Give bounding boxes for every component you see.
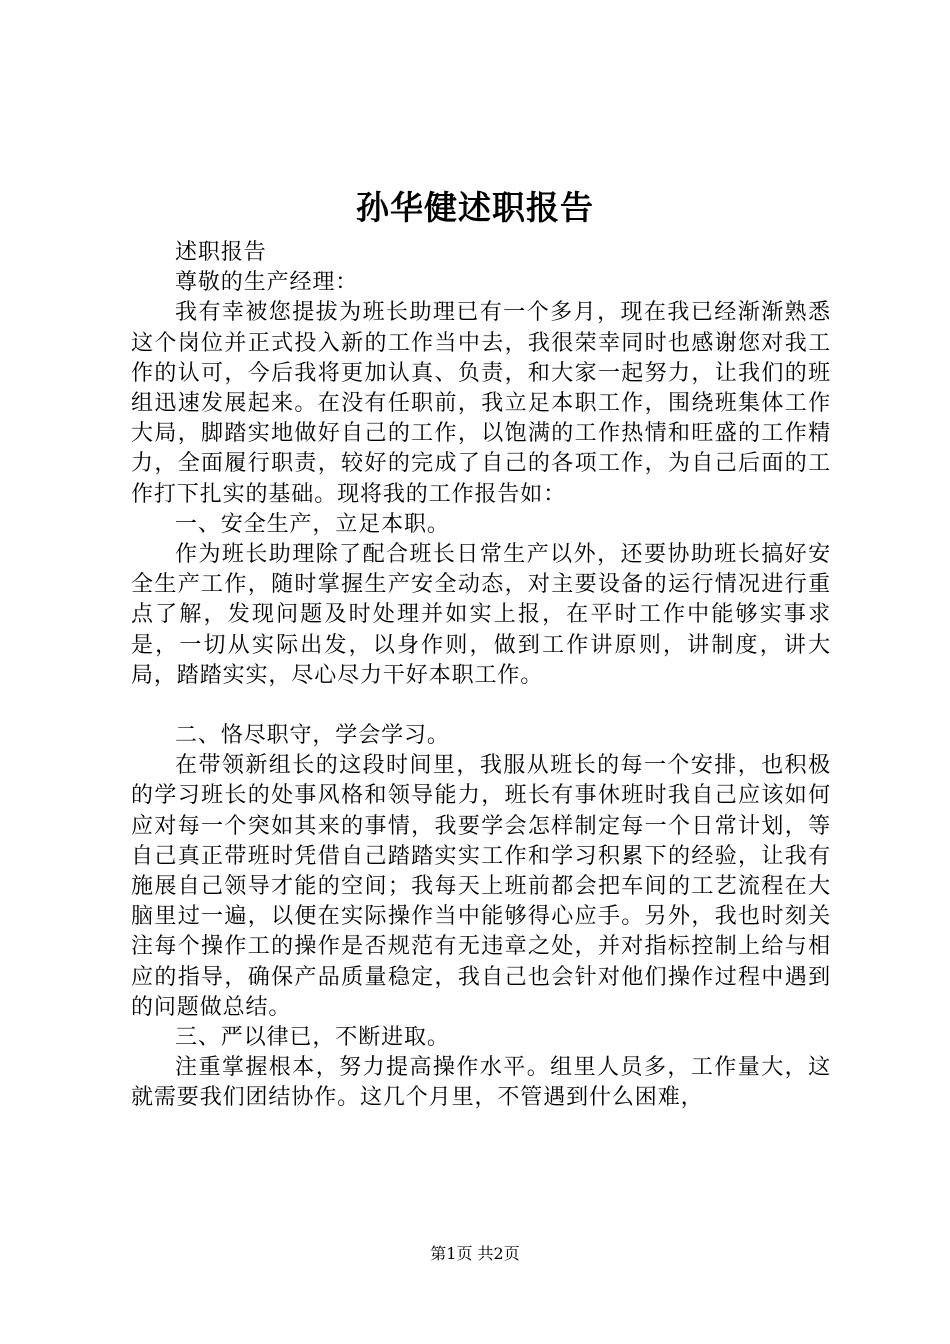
- paragraph-duty: 在带领新组长的这段时间里，我服从班长的每一个安排，也积极的学习班长的处事风格和领导能力，班长有事休班时我自己应该如何应对每一个突如其来的事情，我要学会怎样制定每一个日常计划，等自己真正带班时凭借自己踏踏实实工作和学习积累下的经验，让我有施展自己领导才能的空间；我每天上班前都会把车间的工艺流程在大脑里过一遍，以便在实际操作当中能够得心应手。另外，我也时刻关注每个操作工的操作是否规范有无违章之处，并对指标控制上给与相应的指导，确保产品质量稳定，我自己也会针对他们操作过程中遇到的问题做总结。: [131, 753, 831, 1020]
- section-heading-safety: 一、安全生产，立足本职。: [175, 511, 450, 537]
- paragraph-salutation: 尊敬的生产经理：: [175, 270, 359, 296]
- document-body: [131, 238, 831, 1114]
- paragraph-safety: 作为班长助理除了配合班长日常生产以外，还要协助班长搞好安全生产工作，随时掌握生产安全动态，对主要设备的运行情况进行重点了解，发现问题及时处理并如实上报，在平时工作中能够实事求是，一切从实际出发，以身作则，做到工作讲原则，讲制度，讲大局，踏踏实实，尽心尽力干好本职工作。: [131, 542, 831, 688]
- section-heading-duty: 二、恪尽职守，学会学习。: [175, 723, 450, 749]
- section-heading-discipline: 三、严以律已，不断进取。: [175, 1025, 450, 1051]
- page-indicator: 第1页 共2页: [430, 1244, 520, 1263]
- paragraph-discipline: 注重掌握根本，努力提高操作水平。组里人员多，工作量大，这就需要我们团结协作。这几个月里，不管遇到什么困难，: [131, 1055, 831, 1111]
- paragraph-intro: 我有幸被您提拔为班长助理已有一个多月，现在我已经渐渐熟悉这个岗位并正式投入新的工作当中去，我很荣幸同时也感谢您对我工作的认可，今后我将更加认真、负责，和大家一起努力，让我们的班组迅速发展起来。在没有任职前，我立足本职工作，围绕班集体工作大局，脚踏实地做好自己的工作，以饱满的工作热情和旺盛的工作精力，全面履行职责，较好的完成了自己的各项工作，为自己后面的工作打下扎实的基础。现将我的工作报告如：: [131, 300, 831, 507]
- paragraph-heading-label: 述职报告: [175, 240, 267, 265]
- document-title: 孙华健述职报告: [356, 188, 594, 227]
